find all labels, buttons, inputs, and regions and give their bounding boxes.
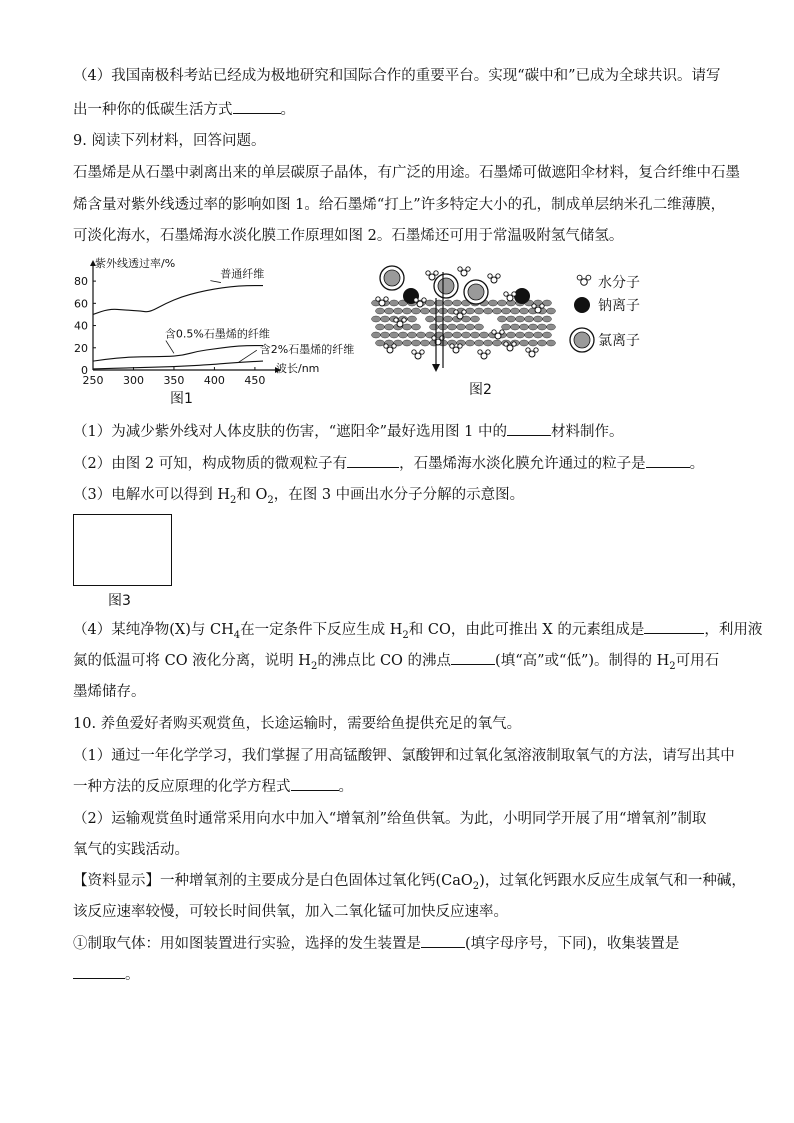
series-line	[93, 361, 263, 369]
legend-chloride-ion: 氯离子	[598, 333, 640, 349]
graphene-carbon	[547, 340, 556, 346]
graphene-carbon	[525, 332, 534, 338]
graphene-carbon	[421, 340, 430, 346]
x-tick-label: 250	[82, 374, 104, 387]
x-tick-label: 300	[122, 374, 144, 387]
graphene-carbon	[471, 332, 480, 338]
graphene-carbon	[376, 340, 385, 346]
water-molecule-o	[453, 347, 459, 353]
leader-line	[239, 350, 257, 362]
graphene-carbon	[399, 332, 408, 338]
series-label: 含0.5%石墨烯的纤维	[164, 327, 270, 341]
graphene-carbon	[520, 340, 529, 346]
water-molecule-o	[379, 300, 385, 306]
graphene-carbon	[529, 340, 538, 346]
water-molecule-h	[488, 274, 492, 278]
graphene-carbon	[471, 316, 480, 322]
graphene-carbon	[385, 324, 394, 330]
water-molecule-o	[507, 295, 513, 301]
graphene-carbon	[376, 308, 385, 314]
graphene-carbon	[408, 332, 417, 338]
graphene-carbon	[543, 332, 552, 338]
q9-4-line3: 墨烯储存。	[73, 684, 146, 700]
graphene-carbon	[525, 316, 534, 322]
answer-blank[interactable]	[73, 964, 125, 979]
graphene-carbon	[475, 340, 484, 346]
series-line	[93, 346, 263, 362]
graphene-carbon	[516, 316, 525, 322]
q8-4-line1: （4）我国南极科考站已经成为极地研究和国际合作的重要平台。实现“碳中和”已成为全球共识。请写	[73, 68, 721, 84]
graphene-carbon	[484, 340, 493, 346]
graphene-carbon	[466, 324, 475, 330]
y-tick-label: 60	[74, 297, 88, 311]
water-molecule-o	[461, 270, 467, 276]
x-tick-label: 350	[163, 374, 185, 387]
graphene-carbon	[538, 340, 547, 346]
water-molecule-h	[426, 271, 430, 275]
water-molecule-o	[529, 351, 535, 357]
graphene-carbon	[403, 308, 412, 314]
graphene-carbon	[403, 340, 412, 346]
chloride-ion-inner	[574, 332, 590, 348]
series-label: 普通纤维	[220, 267, 265, 281]
sodium-ion	[514, 288, 530, 304]
graphene-carbon	[534, 332, 543, 338]
graphene-carbon	[547, 308, 556, 314]
graphene-carbon	[475, 324, 484, 330]
q9-material-line1: 石墨烯是从石墨中剥离出来的单层碳原子晶体，有广泛的用途。石墨烯可做遮阳伞材料，复合纤维中石墨	[73, 165, 740, 181]
water-molecule-h	[376, 297, 380, 301]
graphene-carbon	[412, 340, 421, 346]
graphene-carbon	[511, 308, 520, 314]
water-molecule-o	[495, 333, 501, 339]
figure1-caption: 图1	[170, 391, 193, 407]
graphene-carbon	[426, 300, 435, 306]
water-molecule-h	[422, 298, 426, 302]
graphene-carbon	[498, 300, 507, 306]
graphene-carbon	[534, 316, 543, 322]
water-molecule-h	[462, 310, 466, 314]
water-molecule-h	[492, 330, 496, 334]
chloride-ion-inner	[468, 284, 484, 300]
q10-info-line2: 该反应速率较慢，可较长时间供氧，加入二氧化锰可加快反应速率。	[73, 904, 508, 920]
graphene-carbon	[547, 324, 556, 330]
chloride-ion-inner	[438, 278, 454, 294]
q9-material-line3: 可淡化海水，石墨烯海水淡化膜工作原理如图 2。石墨烯还可用于常温吸附氢气储氢。	[73, 228, 624, 244]
graphene-carbon	[381, 316, 390, 322]
graphene-carbon	[390, 332, 399, 338]
water-molecule-h	[450, 344, 454, 348]
water-molecule-h	[412, 350, 416, 354]
water-molecule-h	[384, 344, 388, 348]
graphene-carbon	[516, 332, 525, 338]
graphene-carbon	[444, 332, 453, 338]
answer-blank[interactable]	[233, 99, 281, 114]
q10-step1-line1: ①制取气体：用如图装置进行实验，选择的发生装置是 (填字母序号，下同)，收集装置是	[73, 933, 679, 954]
graphene-carbon	[412, 324, 421, 330]
legend-water-molecule: 水分子	[598, 275, 640, 291]
graphene-carbon	[372, 316, 381, 322]
graphene-carbon	[507, 316, 516, 322]
graphene-carbon	[538, 324, 547, 330]
y-tick-label: 80	[74, 275, 88, 289]
graphene-carbon	[453, 300, 462, 306]
graphene-carbon	[426, 316, 435, 322]
water-molecule-o	[417, 301, 423, 307]
water-molecule-h	[486, 350, 490, 354]
graphene-carbon	[430, 308, 439, 314]
graphene-carbon	[403, 324, 412, 330]
x-tick-label: 400	[203, 374, 225, 387]
answer-blank[interactable]	[421, 933, 465, 948]
water-molecule-o	[491, 277, 497, 283]
series-label: 含2%石墨烯的纤维	[259, 343, 355, 357]
answer-blank[interactable]	[451, 650, 495, 665]
water-molecule-h	[512, 342, 516, 346]
graphene-carbon	[520, 324, 529, 330]
leader-line	[210, 281, 221, 283]
q9-title: 9. 阅读下列材料，回答问题。	[73, 133, 266, 149]
q9-1: （1）为减少紫外线对人体皮肤的伤害，“遮阳伞”最好选用图 1 中的 材料制作。	[73, 421, 624, 442]
water-molecule-h	[534, 348, 538, 352]
graphene-carbon	[444, 316, 453, 322]
q10-2-line2: 氧气的实践活动。	[73, 842, 189, 858]
graphene-carbon	[381, 332, 390, 338]
q10-1-line2: 一种方法的反应原理的化学方程式 。	[73, 776, 353, 797]
graphene-carbon	[480, 332, 489, 338]
graphene-carbon	[376, 324, 385, 330]
leader-line	[166, 341, 174, 354]
answer-blank[interactable]	[644, 619, 704, 634]
water-molecule-h	[458, 267, 462, 271]
legend-sodium-ion: 钠离子	[598, 298, 640, 314]
graphene-carbon	[502, 324, 511, 330]
graphene-carbon	[511, 324, 520, 330]
water-molecule-h	[478, 350, 482, 354]
water-molecule-o	[507, 345, 513, 351]
sodium-ion	[574, 297, 590, 313]
figure3-caption: 图3	[108, 593, 131, 609]
water-molecule-h	[466, 267, 470, 271]
water-molecule-h	[500, 330, 504, 334]
water-molecule-h	[402, 318, 406, 322]
water-molecule-h	[504, 342, 508, 346]
graphene-carbon	[444, 300, 453, 306]
x-axis-label: 波长/nm	[276, 362, 320, 375]
water-molecule-o	[429, 274, 435, 280]
graphene-carbon	[484, 308, 493, 314]
figure2-diagram	[360, 258, 660, 398]
water-molecule-h	[540, 304, 544, 308]
graphene-carbon	[520, 308, 529, 314]
answer-blank[interactable]	[347, 453, 399, 468]
y-tick-label: 40	[74, 319, 88, 333]
answer-blank[interactable]	[291, 776, 339, 791]
graphene-carbon	[453, 332, 462, 338]
water-molecule-o	[457, 313, 463, 319]
graphene-carbon	[475, 308, 484, 314]
graphene-carbon	[502, 308, 511, 314]
q10-step1-line2: 。	[73, 964, 140, 985]
q10-info-line1: 【资料显示】一种增氧剂的主要成分是白色固体过氧化钙(CaO$_2$)，过氧化钙跟水反应生成氧气和一种碱，	[73, 873, 746, 892]
water-molecule-h	[434, 271, 438, 275]
graphene-carbon	[390, 300, 399, 306]
q9-4-line2: 氮的低温可将 CO 液化分离，说明 $H_2$的沸点比 CO 的沸点 (填“高”或“低”)。制得的 $H_2$可用石	[73, 650, 719, 671]
water-molecule-h	[577, 275, 582, 280]
water-molecule-h	[586, 275, 591, 280]
graphene-carbon	[421, 308, 430, 314]
q8-4-line2: 出一种你的低碳生活方式 。	[73, 99, 295, 120]
q9-3: （3）电解水可以得到 $H_2$和 $O_2$，在图 3 中画出水分子分解的示意图。	[73, 487, 525, 506]
q10-1-line1: （1）通过一年化学学习，我们掌握了用高锰酸钾、氯酸钾和过氧化氢溶液制取氧气的方法，请写出其中	[73, 748, 735, 764]
figure2-caption: 图2	[469, 382, 492, 398]
graphene-carbon	[466, 340, 475, 346]
water-molecule-h	[512, 292, 516, 296]
graphene-carbon	[493, 308, 502, 314]
answer-blank[interactable]	[646, 453, 690, 468]
x-tick-label: 450	[244, 374, 266, 387]
graphene-carbon	[394, 308, 403, 314]
graphene-carbon	[417, 332, 426, 338]
answer-blank[interactable]	[507, 421, 551, 436]
q9-2: （2）由图 2 可知，构成物质的微观粒子有 ，石墨烯海水淡化膜允许通过的粒子是 。	[73, 453, 704, 474]
chloride-ion-inner	[384, 270, 400, 286]
graphene-carbon	[448, 324, 457, 330]
water-molecule-o	[387, 347, 393, 353]
water-molecule-h	[420, 350, 424, 354]
y-axis-label: 紫外线透过率/%	[95, 257, 176, 270]
graphene-carbon	[372, 332, 381, 338]
graphene-carbon	[507, 332, 516, 338]
water-molecule-o	[481, 353, 487, 359]
graphene-carbon	[466, 308, 475, 314]
water-molecule-h	[504, 292, 508, 296]
water-molecule-h	[526, 348, 530, 352]
graphene-carbon	[543, 316, 552, 322]
q9-4-line1: （4）某纯净物(X)与 $CH_4$在一定条件下反应生成 $H_2$和 CO，由此可推出 X 的元素组成是 ，利用液	[73, 619, 762, 640]
water-molecule-o	[415, 353, 421, 359]
graphene-carbon	[489, 300, 498, 306]
water-molecule-h	[454, 310, 458, 314]
graphene-carbon	[430, 324, 439, 330]
graphene-carbon	[408, 316, 417, 322]
figure1-chart	[70, 255, 370, 405]
q10-title: 10. 养鱼爱好者购买观赏鱼，长途运输时，需要给鱼提供充足的氧气。	[73, 716, 522, 732]
water-molecule-h	[394, 318, 398, 322]
water-molecule-o	[535, 307, 541, 313]
water-molecule-h	[496, 274, 500, 278]
graphene-carbon	[493, 340, 502, 346]
y-tick-label: 20	[74, 341, 88, 355]
q9-material-line2: 烯含量对紫外线透过率的影响如图 1。给石墨烯“打上”许多特定大小的孔，制成单层纳米孔二维薄膜，	[73, 197, 726, 213]
water-molecule-o	[397, 321, 403, 327]
water-molecule-h	[414, 298, 418, 302]
graphene-carbon	[462, 332, 471, 338]
graphene-carbon	[412, 308, 421, 314]
water-molecule-o	[581, 279, 588, 286]
water-molecule-h	[532, 304, 536, 308]
graphene-carbon	[529, 324, 538, 330]
graphene-carbon	[457, 324, 466, 330]
water-molecule-h	[458, 344, 462, 348]
q10-2-line1: （2）运输观赏鱼时通常采用向水中加入“增氧剂”给鱼供氧。为此，小明同学开展了用“增氧剂”制取	[73, 811, 707, 827]
water-molecule-h	[392, 344, 396, 348]
water-molecule-h	[384, 297, 388, 301]
flow-arrow-head	[432, 364, 440, 372]
graphene-carbon	[385, 308, 394, 314]
series-line	[93, 286, 263, 315]
figure3-drawing-box[interactable]	[73, 514, 172, 586]
y-tick-label: 0	[81, 364, 88, 377]
graphene-carbon	[498, 316, 507, 322]
